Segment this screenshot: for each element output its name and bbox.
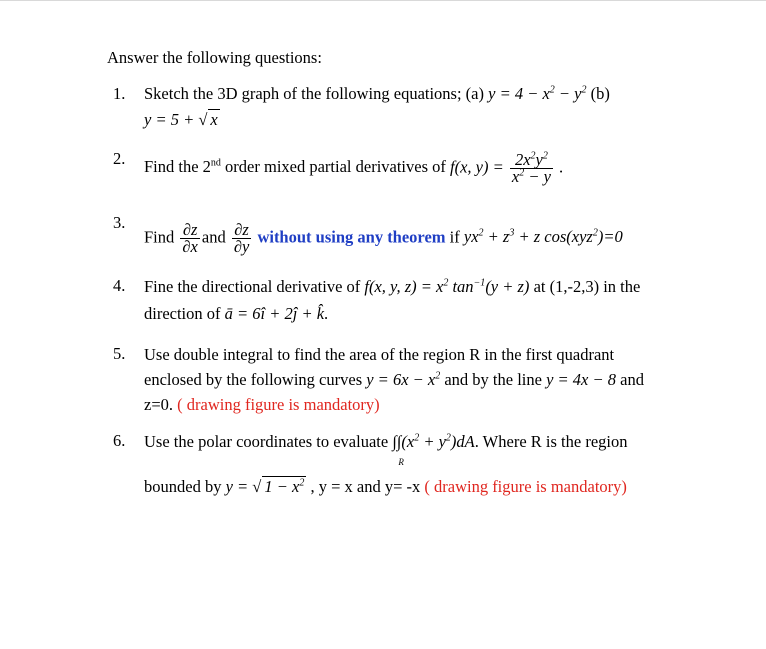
q1-eq-a: $y = 4 - x^2 - y^2$ xyxy=(488,84,587,103)
q3-deriv-x xyxy=(180,222,199,255)
q5-z-zero: z=0. xyxy=(144,395,174,414)
q1-part-b: (b) xyxy=(590,84,610,103)
q3-line xyxy=(144,222,623,255)
q4-number: 4. xyxy=(113,276,126,295)
q5-number: 5. xyxy=(113,344,126,363)
q5-line2: enclosed by the following curves $y = 6x - x^2$ and by the line y = 4x − 8 and xyxy=(144,370,644,389)
q3-and: and xyxy=(201,227,226,247)
q3-equation: $yx^2 + z^3 + z$ cos(xyz$^2$)=0 xyxy=(463,227,623,247)
q2-line xyxy=(144,152,563,185)
q3-number: 3. xyxy=(113,213,126,232)
q6-text2: . Where R is the region xyxy=(474,432,628,451)
q4-line1: Fine the directional derivative of f(x, y, $z) = x^2$ $\tan^{-1}(y + z)$ at (1,-2,3) in the xyxy=(144,277,641,296)
q3-bold-text: without using any theorem xyxy=(257,227,446,247)
q6-integral: $\int\int(x^2 + y^2)dA$ R xyxy=(392,432,474,451)
q5-line1: Use double integral to find the area of the region R in the first quadrant xyxy=(144,345,615,364)
q5-red-note: ( drawing figure is mandatory) xyxy=(177,395,380,414)
q2-end: . xyxy=(559,157,564,177)
q2-text: Find the 2nd order mixed partial derivatives of xyxy=(144,157,446,177)
q1-number: 1. xyxy=(113,84,126,103)
top-border xyxy=(0,0,766,1)
q5-line3 xyxy=(144,395,380,415)
q6-limit: R xyxy=(398,457,404,467)
q6-line2: bounded by y = √ $1 - x^2$ , y = x and y= -x ( drawing figure is mandatory) xyxy=(144,477,627,496)
q1-line2 xyxy=(144,110,220,130)
q2-func: f(x, y) = xyxy=(450,157,504,177)
q3-find: Find xyxy=(144,227,175,247)
q3-d1-num: ∂z xyxy=(180,222,199,239)
q3-d2-num: ∂z xyxy=(232,222,251,239)
q3-d1-den: ∂x xyxy=(182,237,198,256)
q2-denominator: $x^2 - y$ xyxy=(511,167,551,186)
q2-fraction xyxy=(510,152,553,185)
heading: Answer the following questions: xyxy=(107,48,322,67)
q2-number: 2. xyxy=(113,149,126,168)
q1-text: Sketch the 3D graph of the following equations; (a) xyxy=(144,84,484,103)
q3-if: if xyxy=(449,227,460,247)
q6-number: 6. xyxy=(113,431,126,450)
q4-line2: direction of ā = 6î + 2ĵ + k̂. xyxy=(144,304,329,323)
q2-numerator: $2x^2y^2$ xyxy=(510,152,553,169)
q6-text1: Use the polar coordinates to evaluate xyxy=(144,432,389,451)
q3-deriv-y xyxy=(232,222,251,255)
q6-red-note: ( drawing figure is mandatory) xyxy=(424,477,627,496)
q1-line1 xyxy=(144,84,610,104)
q6-line1 xyxy=(144,432,628,467)
q3-d2-den: ∂y xyxy=(233,237,250,256)
q1-eq-b: y = 5 + √ x xyxy=(144,110,218,129)
